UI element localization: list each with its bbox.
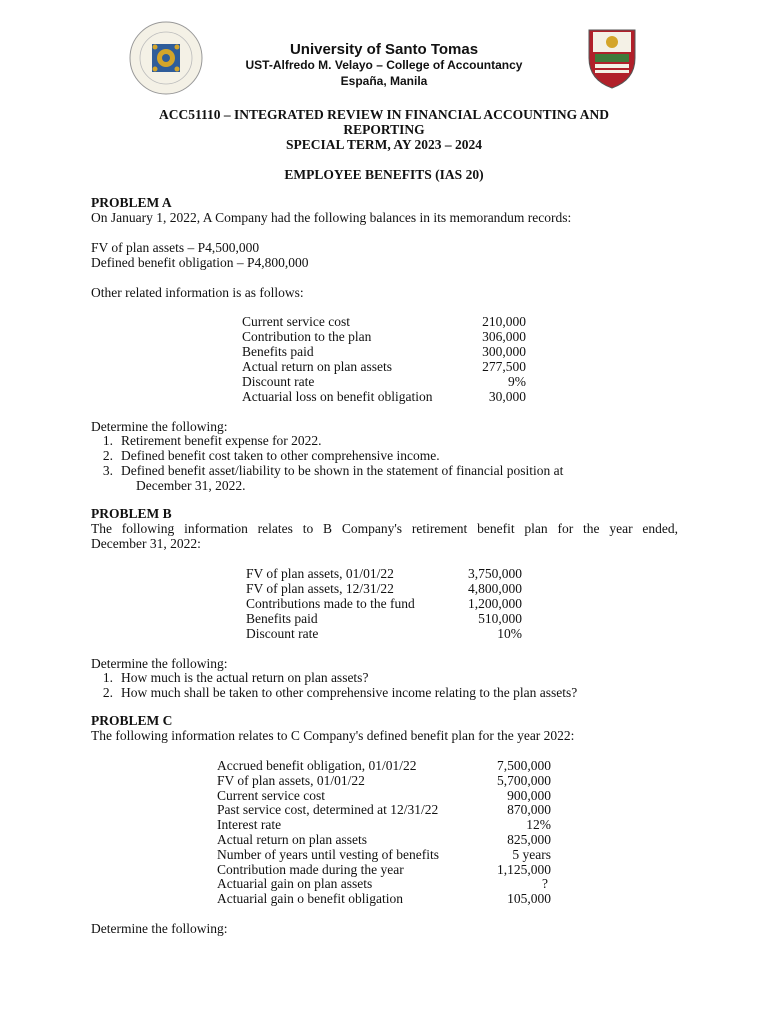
- location: España, Manila: [340, 74, 428, 88]
- table-row-value: 277,500: [482, 359, 526, 374]
- problem-b-intro-line1: The following information relates to B Company's retirement benefit plan for the year ended,: [91, 521, 678, 536]
- table-row-value: 105,000: [507, 891, 551, 906]
- topic-title: EMPLOYEE BENEFITS (IAS 20): [284, 167, 484, 182]
- list-item: [91, 448, 440, 463]
- table-row-label: Contributions made to the fund: [246, 596, 415, 611]
- problem-a-title: PROBLEM A: [91, 195, 172, 210]
- table-row-value: 10%: [497, 626, 522, 641]
- list-text: Defined benefit asset/liability to be shown in the statement of financial position at: [121, 463, 564, 478]
- table-row-label: Current service cost: [217, 788, 325, 803]
- problem-c-determine: Determine the following:: [91, 921, 228, 936]
- table-row-value: 306,000: [482, 329, 526, 344]
- table-row-value: 9%: [508, 374, 526, 389]
- table-row-label: Discount rate: [242, 374, 315, 389]
- list-number: 1.: [102, 670, 113, 685]
- table-row-label: Interest rate: [217, 817, 282, 832]
- table-row-label: Benefits paid: [246, 611, 318, 626]
- table-row-value: 4,800,000: [468, 581, 522, 596]
- course-title-line2: REPORTING: [343, 122, 425, 137]
- list-item: [91, 433, 322, 448]
- list-item: [91, 670, 368, 685]
- problem-c-intro: The following information relates to C Company's defined benefit plan for the year 2022:: [91, 728, 575, 743]
- list-item: [91, 463, 563, 478]
- problem-b-intro-line2: December 31, 2022:: [91, 536, 201, 551]
- table-row-value: 5,700,000: [497, 773, 551, 788]
- table-row-label: Number of years until vesting of benefits: [217, 847, 439, 862]
- problem-a-intro: On January 1, 2022, A Company had the following balances in its memorandum records:: [91, 210, 572, 225]
- table-row-label: Actuarial gain o benefit obligation: [217, 891, 403, 906]
- list-number: 2.: [102, 448, 113, 463]
- list-text: Defined benefit cost taken to other comprehensive income.: [121, 448, 440, 463]
- course-title-line1: ACC51110 – INTEGRATED REVIEW IN FINANCIAL ACCOUNTING AND: [159, 107, 609, 122]
- table-row-label: Past service cost, determined at 12/31/22: [217, 802, 439, 817]
- problem-c-title: PROBLEM C: [91, 713, 173, 728]
- list-text: Retirement benefit expense for 2022.: [121, 433, 322, 448]
- list-item: [91, 685, 577, 700]
- college-name: UST-Alfredo M. Velayo – College of Accountancy: [245, 58, 523, 72]
- table-row-label: Actuarial loss on benefit obligation: [242, 389, 433, 404]
- table-row-label: Actual return on plan assets: [242, 359, 392, 374]
- table-row-label: FV of plan assets, 12/31/22: [246, 581, 394, 596]
- table-row-label: Actual return on plan assets: [217, 832, 367, 847]
- table-row-label: Contribution made during the year: [217, 862, 404, 877]
- problem-b-determine: Determine the following:: [91, 656, 228, 671]
- table-row-value: 300,000: [482, 344, 526, 359]
- table-row-value: 825,000: [507, 832, 551, 847]
- table-row-label: Discount rate: [246, 626, 319, 641]
- table-row-value: 210,000: [482, 314, 526, 329]
- list-text: How much is the actual return on plan assets?: [121, 670, 369, 685]
- list-number: 3.: [102, 463, 113, 478]
- table-row-value: 900,000: [507, 788, 551, 803]
- table-row-label: Accrued benefit obligation, 01/01/22: [217, 758, 417, 773]
- table-row-label: Contribution to the plan: [242, 329, 372, 344]
- table-row-value: 870,000: [507, 802, 551, 817]
- list-text: How much shall be taken to other comprehensive income relating to the plan assets?: [121, 685, 578, 700]
- list-number: 1.: [102, 433, 113, 448]
- table-row-label: Actuarial gain on plan assets: [217, 876, 373, 891]
- problem-a-balance-2: Defined benefit obligation – P4,800,000: [91, 255, 309, 270]
- university-name: University of Santo Tomas: [289, 41, 479, 58]
- table-row-label: FV of plan assets, 01/01/22: [217, 773, 365, 788]
- table-row-value: 1,200,000: [468, 596, 522, 611]
- table-row-value: 1,125,000: [497, 862, 551, 877]
- table-row-value: ?: [542, 876, 548, 891]
- problem-b-title: PROBLEM B: [91, 506, 172, 521]
- table-row-value: 5 years: [512, 847, 551, 862]
- table-row-value: 30,000: [488, 389, 526, 404]
- term: SPECIAL TERM, AY 2023 – 2024: [285, 137, 483, 152]
- table-row-label: FV of plan assets, 01/01/22: [246, 566, 394, 581]
- list-number: 2.: [102, 685, 113, 700]
- table-row-value: 510,000: [478, 611, 522, 626]
- table-row-value: 7,500,000: [497, 758, 551, 773]
- table-row-label: Benefits paid: [242, 344, 314, 359]
- table-row-label: Current service cost: [242, 314, 350, 329]
- problem-a-balance-1: FV of plan assets – P4,500,000: [91, 240, 260, 255]
- problem-a-determine: Determine the following:: [91, 419, 228, 434]
- table-row-value: 3,750,000: [468, 566, 522, 581]
- table-row-value: 12%: [526, 817, 551, 832]
- list-item-continuation: December 31, 2022.: [136, 478, 246, 493]
- problem-a-other: Other related information is as follows:: [91, 285, 304, 300]
